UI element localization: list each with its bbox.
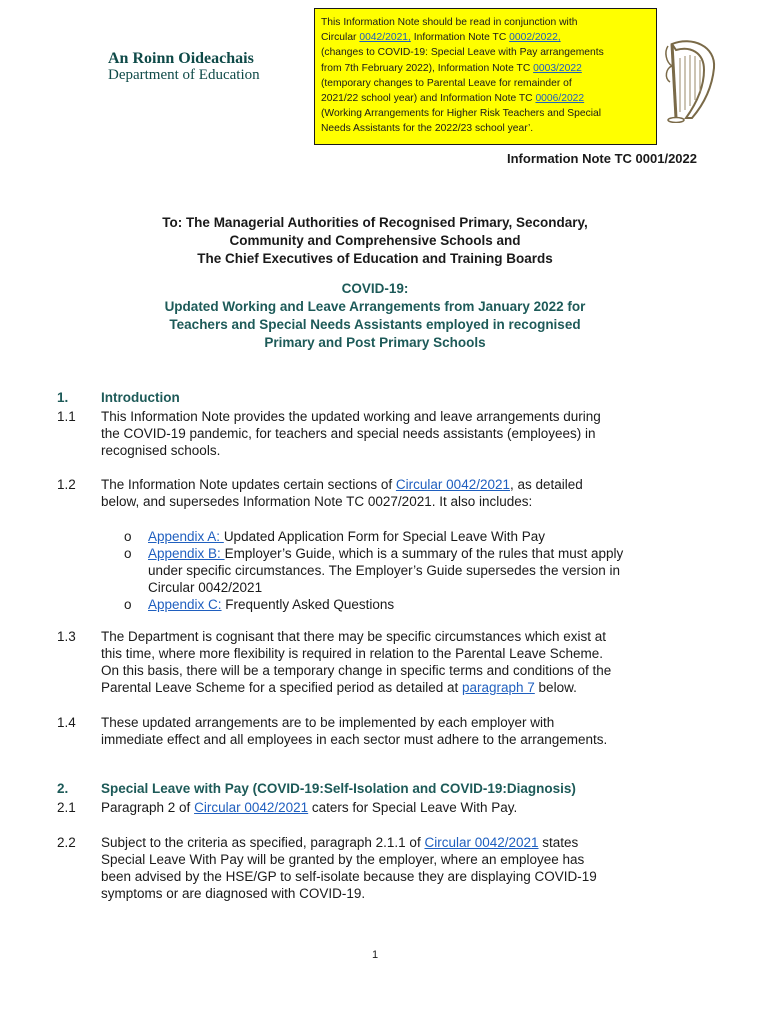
note-line: 2021/22 school year) and Information Note TC 0006/2022 xyxy=(321,93,585,105)
title-line: COVID-19: xyxy=(341,281,409,296)
bullet-marker: o xyxy=(124,597,132,612)
section-1-heading: 1. Introduction xyxy=(57,390,180,405)
addressee-block xyxy=(0,214,750,268)
addressee-line: The Chief Executives of Education and Training Boards xyxy=(197,251,553,266)
note-line: Needs Assistants for the 2022/23 school year’. xyxy=(321,123,534,135)
information-note-reference: Information Note TC 0001/2022 xyxy=(507,151,697,166)
section-2-heading: 2. Special Leave with Pay (COVID-19:Self-Isolation and COVID-19:Diagnosis) xyxy=(57,781,576,796)
paragraph-1-2: 1.2 The Information Note updates certain sections of Circular 0042/2021, as detailed below, and supersedes Information Note TC 0027/2021. It also includes: xyxy=(57,477,583,509)
bullet-marker: o xyxy=(124,529,132,544)
paragraph-7-link[interactable]: paragraph 7 xyxy=(461,680,535,695)
circular-0042-2021-link[interactable]: Circular 0042/2021 xyxy=(194,800,309,815)
circular-0042-2021-link[interactable]: Circular 0042/2021 xyxy=(395,477,510,492)
bullet-marker: o xyxy=(124,546,132,561)
appendix-a-link[interactable]: Appendix A: xyxy=(148,529,224,544)
note-tc-0002-2022-link[interactable]: 0002/2022, xyxy=(509,32,561,44)
note-line: Circular 0042/2021, Information Note TC 0002/2022, xyxy=(321,32,561,44)
harp-emblem-icon xyxy=(662,38,722,123)
circular-0042-2021-link[interactable]: 0042/2021, xyxy=(359,32,411,44)
appendix-b-link[interactable]: Appendix B: xyxy=(148,546,225,561)
note-line: (temporary changes to Parental Leave for remainder of xyxy=(321,77,572,89)
paragraph-1-1: 1.1 This Information Note provides the updated working and leave arrangements during the COVID-19 pandemic, for teachers and special needs assistants (employees) in recognised schools. xyxy=(57,409,601,458)
bullet-appendix-b: o Appendix B: Employer’s Guide, which is a summary of the rules that must apply under specific circumstances. The Employer’s Guide supersedes the version in Circular 0042/2021 xyxy=(124,546,624,595)
circular-0042-2021-link[interactable]: Circular 0042/2021 xyxy=(424,835,539,850)
note-line: (changes to COVID-19: Special Leave with Pay arrangements xyxy=(321,47,604,59)
department-logo xyxy=(108,50,260,84)
paragraph-1-3: 1.3 The Department is cognisant that there may be specific circumstances which exist at this time, where more flexibility is required in relation to the Parental Leave Scheme. On this basis, there will be a temporary change in specific terms and conditions of the Parental Leave Scheme for a specified period as detailed at paragraph 7 below. xyxy=(57,629,612,695)
page-number: 1 xyxy=(371,949,379,961)
title-line: Primary and Post Primary Schools xyxy=(264,335,486,350)
bullet-appendix-a: o Appendix A: Updated Application Form for Special Leave With Pay xyxy=(124,529,545,544)
logo-irish-name: An Roinn Oideachais xyxy=(108,50,254,67)
title-line: Updated Working and Leave Arrangements from January 2022 for xyxy=(164,299,586,314)
appendix-c-link[interactable]: Appendix C: xyxy=(148,597,222,612)
note-line: from 7th February 2022), Information Note TC 0003/2022 xyxy=(321,62,582,74)
note-tc-0006-2022-link[interactable]: 0006/2022 xyxy=(535,93,585,105)
note-line: (Working Arrangements for Higher Risk Teachers and Special xyxy=(321,108,602,120)
document-title xyxy=(0,280,750,352)
conjunction-note-box xyxy=(314,8,657,145)
paragraph-2-2: 2.2 Subject to the criteria as specified, paragraph 2.1.1 of Circular 0042/2021 states Special Leave With Pay will be granted by the employer, where an employee has been advised by the HSE/GP to self-isolate because they are displaying COVID-19 symptoms or are diagnosed with COVID-19. xyxy=(57,835,597,901)
note-line: This Information Note should be read in conjunction with xyxy=(321,17,578,28)
title-line: Teachers and Special Needs Assistants employed in recognised xyxy=(169,317,581,332)
note-tc-0003-2022-link[interactable]: 0003/2022 xyxy=(533,62,582,74)
paragraph-1-4: 1.4 These updated arrangements are to be implemented by each employer with immediate effect and all employees in each sector must adhere to the arrangements. xyxy=(57,715,608,747)
logo-english-name: Department of Education xyxy=(108,67,260,83)
addressee-line: To: The Managerial Authorities of Recognised Primary, Secondary, xyxy=(162,215,588,230)
addressee-line: Community and Comprehensive Schools and xyxy=(229,233,521,248)
paragraph-2-1: 2.1 Paragraph 2 of Circular 0042/2021 caters for Special Leave With Pay. xyxy=(57,800,518,815)
bullet-appendix-c: o Appendix C: Frequently Asked Questions xyxy=(124,597,395,612)
